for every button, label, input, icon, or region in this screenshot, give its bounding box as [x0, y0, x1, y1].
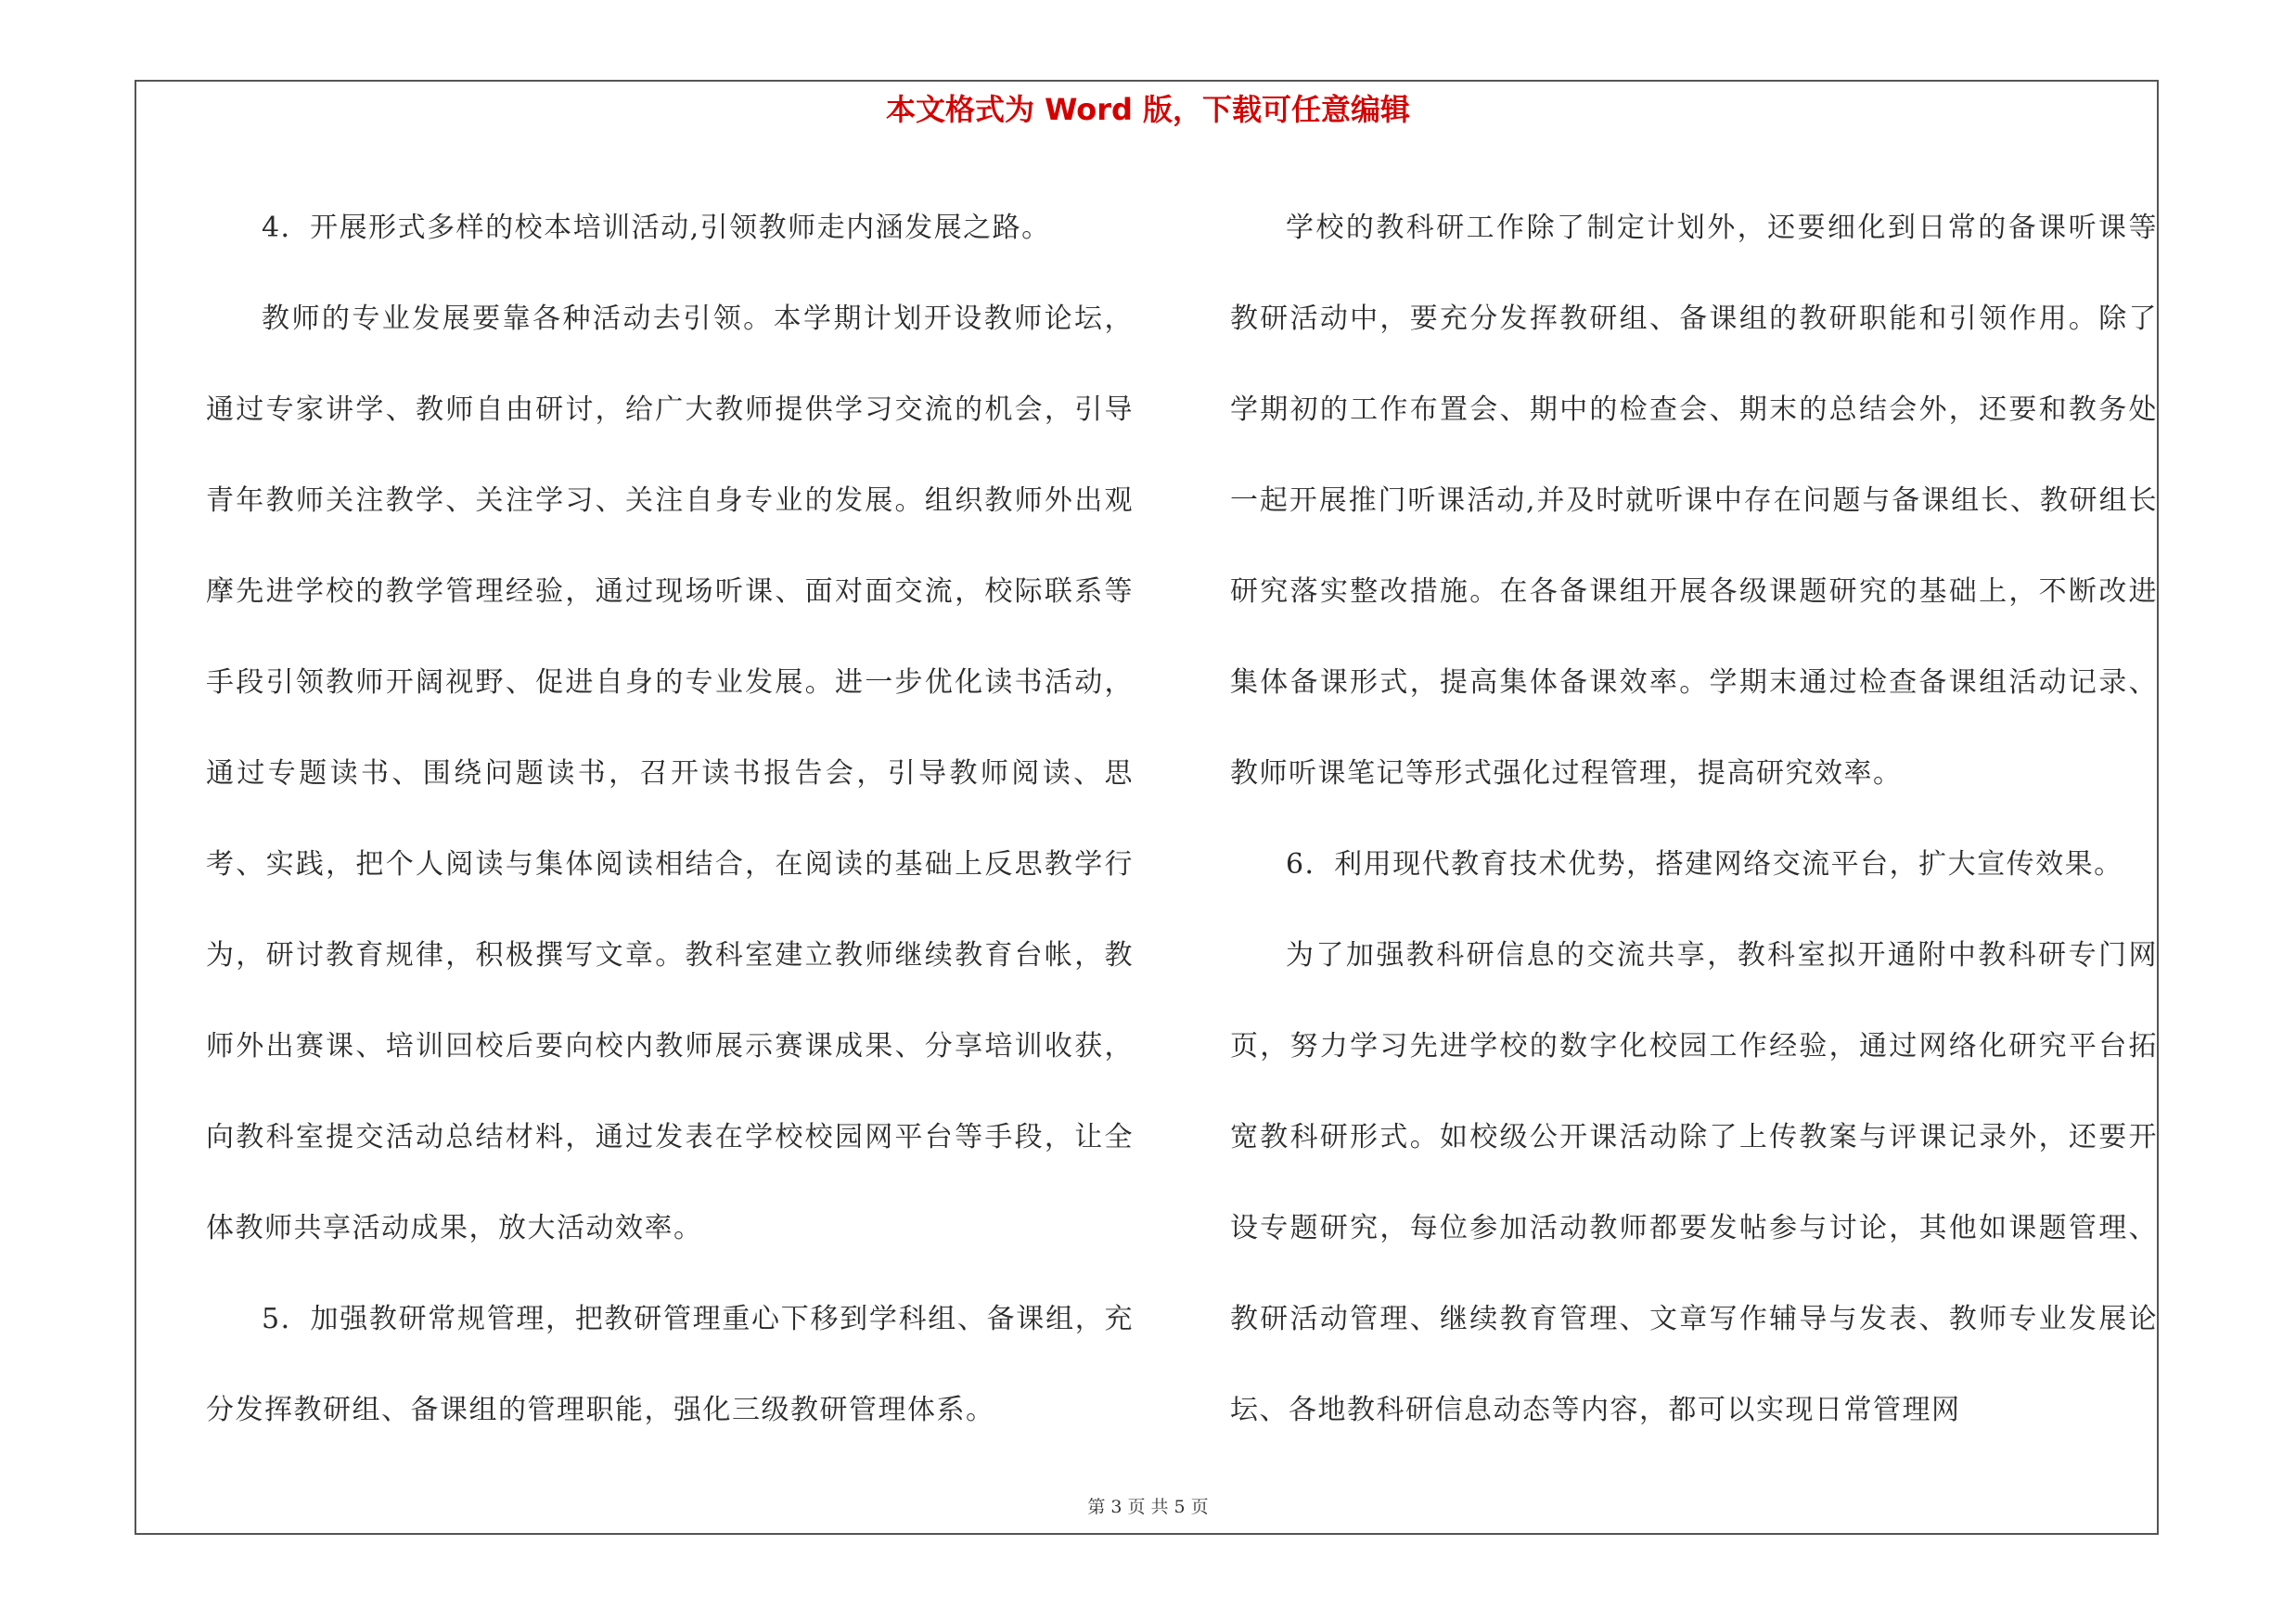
header-banner: 本文格式为 Word 版，下载可任意编辑: [885, 92, 1411, 127]
paragraph: 学校的教科研工作除了制定计划外，还要细化到日常的备课听课等教研活动中，要充分发挥教研组、备课组的教研职能和引领作用。除了学期初的工作布置会、期中的检查会、期末的总结会外，还要和教务处一起开展推门听课活动,并及时就听课中存在问题与备课组长、教研组长研究落实整改措施。在各备课组开展各级课题研究的基础上，不断改进集体备课形式，提高集体备课效率。学期末通过检查备课组活动记录、教师听课笔记等形式强化过程管理，提高研究效率。: [1230, 212, 2158, 790]
paragraph: 为了加强教科研信息的交流共享，教科室拟开通附中教科研专门网页，努力学习先进学校的数字化校园工作经验，通过网络化研究平台拓宽教科研形式。如校级公开课活动除了上传教案与评课记录外，还要开设专题研究，每位参加活动教师都要发帖参与讨论，其他如课题管理、教研活动管理、继续教育管理、文章写作辅导与发表、教师专业发展论坛、各地教科研信息动态等内容，都可以实现日常管理网: [1230, 939, 2158, 1426]
paragraph: 6．利用现代教育技术优势，搭建网络交流平台，扩大宣传效果。: [1286, 848, 2123, 881]
right-column: [1230, 183, 2158, 1456]
paragraph: 4．开展形式多样的校本培训活动,引领教师走内涵发展之路。: [262, 212, 1051, 244]
page-number: 第 3 页 共 5 页: [1087, 1497, 1209, 1517]
paragraph: 教师的专业发展要靠各种活动去引领。本学期计划开设教师论坛，通过专家讲学、教师自由研讨，给广大教师提供学习交流的机会，引导青年教师关注教学、关注学习、关注自身专业的发展。组织教师外出观摩先进学校的教学管理经验，通过现场听课、面对面交流，校际联系等手段引领教师开阔视野、促进自身的专业发展。进一步优化读书活动，通过专题读书、围绕问题读书，召开读书报告会，引导教师阅读、思考、实践，把个人阅读与集体阅读相结合，在阅读的基础上反思教学行为，研讨教育规律，积极撰写文章。教科室建立教师继续教育台帐，教师外出赛课、培训回校后要向校内教师展示赛课成果、分享培训收获，向教科室提交活动总结材料，通过发表在学校校园网平台等手段，让全体教师共享活动成果，放大活动效率。: [206, 303, 1134, 1244]
left-column: [206, 183, 1134, 1456]
paragraph: 5．加强教研常规管理，把教研管理重心下移到学科组、备课组，充分发挥教研组、备课组的管理职能，强化三级教研管理体系。: [206, 1303, 1134, 1426]
